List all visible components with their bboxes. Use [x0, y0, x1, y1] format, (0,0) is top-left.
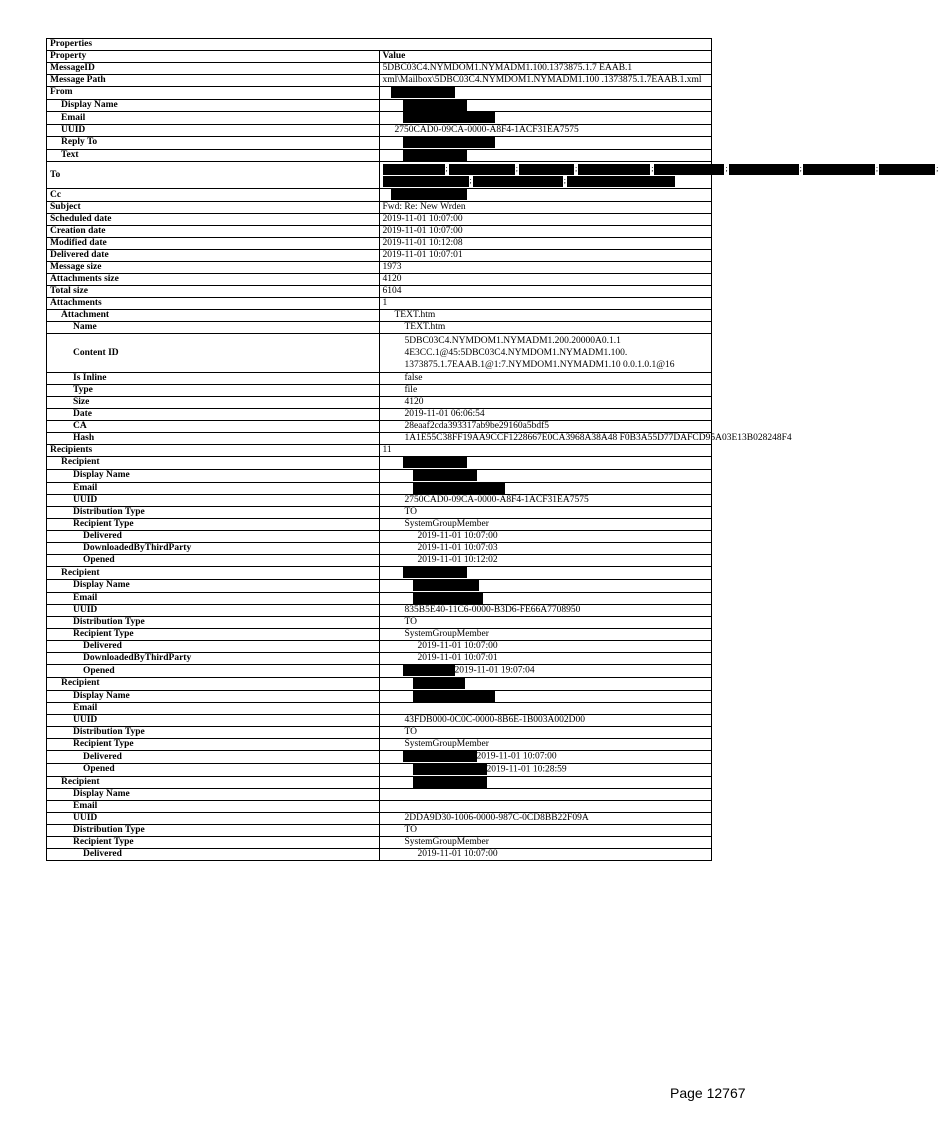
header-value: Value	[379, 51, 712, 63]
table-row	[47, 653, 712, 665]
property-label: Recipient Type	[47, 519, 380, 531]
value-text: 1A1E55C38FF19AA9CCF1228667E0CA3968A38A48 F0B3A55D77DAFCD95A03E13B028248F4	[404, 433, 792, 444]
property-value	[379, 543, 712, 555]
property-label: Type	[47, 385, 380, 397]
table-row	[47, 87, 712, 100]
table-row	[47, 469, 712, 482]
property-label: To	[47, 162, 380, 189]
property-value	[379, 849, 712, 861]
table-title: Properties	[47, 39, 712, 51]
table-row	[47, 543, 712, 555]
table-row	[47, 617, 712, 629]
property-value	[379, 751, 712, 764]
property-value	[379, 250, 712, 262]
value-text: 2019-11-01 10:07:01	[382, 250, 463, 261]
property-label: Email	[47, 482, 380, 495]
value-text: 2019-11-01 10:07:00	[382, 226, 463, 237]
property-label: Recipient Type	[47, 629, 380, 641]
value-text: 4120	[382, 274, 402, 285]
property-label: Recipient	[47, 677, 380, 690]
property-value	[379, 189, 712, 202]
table-row	[47, 262, 712, 274]
property-label: DownloadedByThirdParty	[47, 543, 380, 555]
value-line: 5DBC03C4.NYMDOM1.NYMADM1.200.20000A0.1.1	[404, 336, 621, 347]
property-value	[379, 653, 712, 665]
property-value	[379, 592, 712, 605]
property-value	[379, 801, 712, 813]
value-text: false	[404, 373, 423, 384]
property-label: Text	[47, 149, 380, 162]
recipient-separator: ;	[515, 164, 518, 174]
redaction-block	[403, 457, 467, 468]
table-row	[47, 776, 712, 789]
value-text: 2019-11-01 10:07:00	[417, 849, 498, 860]
value-text: 2750CAD0-09CA-0000-A8F4-1ACF31EA7575	[394, 125, 579, 136]
properties-sheet	[46, 38, 939, 861]
table-row	[47, 629, 712, 641]
property-label: Content ID	[47, 334, 380, 373]
value-text: 2019-11-01 10:12:02	[417, 555, 498, 566]
property-value	[379, 274, 712, 286]
value-text: SystemGroupMember	[404, 739, 489, 750]
property-value	[379, 137, 712, 150]
table-row	[47, 641, 712, 653]
table-row	[47, 149, 712, 162]
property-label: Recipient Type	[47, 837, 380, 849]
recipient-separator: ;	[875, 164, 879, 174]
property-value	[379, 469, 712, 482]
table-row	[47, 813, 712, 825]
property-value	[379, 87, 712, 100]
table-title-row	[47, 39, 712, 51]
property-value	[379, 665, 712, 678]
table-row	[47, 334, 712, 373]
property-label: UUID	[47, 125, 380, 137]
value-text: 2019-11-01 10:07:01	[417, 653, 498, 664]
table-row	[47, 837, 712, 849]
property-value	[379, 421, 712, 433]
property-value	[379, 629, 712, 641]
property-label: Recipient Type	[47, 739, 380, 751]
redaction-block	[403, 665, 455, 676]
property-label: Email	[47, 112, 380, 125]
property-value	[379, 373, 712, 385]
property-value	[379, 776, 712, 789]
property-value	[379, 764, 712, 777]
table-row	[47, 849, 712, 861]
property-label: Creation date	[47, 226, 380, 238]
value-text: Fwd: Re: New Wrden	[382, 202, 466, 213]
table-row	[47, 409, 712, 421]
property-value	[379, 715, 712, 727]
table-row	[47, 63, 712, 75]
property-value	[379, 322, 712, 334]
table-row	[47, 286, 712, 298]
value-text: 1973	[382, 262, 402, 273]
property-value	[379, 298, 712, 310]
table-row	[47, 322, 712, 334]
table-row	[47, 397, 712, 409]
recipient-separator: ;	[651, 164, 654, 174]
property-label: Attachment	[47, 310, 380, 322]
table-row	[47, 137, 712, 150]
property-label: Attachments	[47, 298, 380, 310]
property-label: Display Name	[47, 789, 380, 801]
property-value	[379, 690, 712, 703]
property-label: Delivered date	[47, 250, 380, 262]
property-value	[379, 99, 712, 112]
table-row	[47, 690, 712, 703]
property-value	[379, 579, 712, 592]
table-row	[47, 202, 712, 214]
value-text: 4120	[404, 397, 424, 408]
table-row	[47, 801, 712, 813]
redaction-block	[391, 87, 455, 98]
property-value	[379, 567, 712, 580]
property-value	[379, 310, 712, 322]
property-label: Total size	[47, 286, 380, 298]
property-label: Recipient	[47, 776, 380, 789]
value-text: 2019-11-01 19:07:04	[454, 665, 535, 676]
table-row	[47, 482, 712, 495]
value-text: TEXT.htm	[394, 310, 436, 321]
properties-table	[46, 38, 939, 861]
property-value	[379, 125, 712, 137]
property-label: Cc	[47, 189, 380, 202]
property-label: CA	[47, 421, 380, 433]
value-line: 4E3CC.1@45:5DBC03C4.NYMDOM1.NYMADM1.100.	[404, 348, 628, 359]
table-row	[47, 250, 712, 262]
table-row	[47, 99, 712, 112]
property-label: Size	[47, 397, 380, 409]
table-row	[47, 238, 712, 250]
redaction-block	[803, 164, 875, 175]
table-row	[47, 421, 712, 433]
table-row	[47, 764, 712, 777]
redaction-block	[403, 150, 467, 161]
redaction-block	[654, 164, 724, 175]
property-value	[379, 433, 792, 445]
value-text: TO	[404, 617, 417, 628]
property-value	[379, 605, 712, 617]
value-text: 2019-11-01 10:07:00	[476, 752, 557, 762]
table-header-row	[47, 51, 712, 63]
value-text: TEXT.htm	[404, 322, 446, 333]
table-row	[47, 579, 712, 592]
value-text: 2019-11-01 10:28:59	[486, 764, 567, 775]
property-label: Opened	[47, 555, 380, 567]
value-text: SystemGroupMember	[404, 629, 489, 640]
property-value	[379, 214, 712, 226]
header-property: Property	[47, 51, 380, 63]
recipient-separator: ;	[469, 176, 472, 186]
property-label: Attachments size	[47, 274, 380, 286]
table-row	[47, 507, 712, 519]
property-label: Message size	[47, 262, 380, 274]
value-text: file	[404, 385, 418, 396]
property-label: MessageID	[47, 63, 380, 75]
table-row	[47, 274, 712, 286]
value-text: TO	[404, 825, 417, 836]
recipient-separator: ;	[936, 164, 939, 174]
recipient-separator: ;	[445, 164, 448, 174]
property-label: Reply To	[47, 137, 380, 150]
redaction-block	[879, 164, 935, 175]
property-label: Delivered	[47, 849, 380, 861]
property-label: Hash	[47, 433, 380, 445]
property-value	[379, 334, 712, 373]
property-value	[379, 162, 939, 189]
property-value	[379, 112, 712, 125]
redaction-block	[413, 593, 483, 604]
property-label: Delivered	[47, 751, 380, 764]
property-value	[379, 703, 712, 715]
property-label: Is Inline	[47, 373, 380, 385]
page-number: Page 12767	[670, 1085, 746, 1101]
property-label: Date	[47, 409, 380, 421]
table-row	[47, 162, 712, 189]
property-value	[379, 641, 712, 653]
table-row	[47, 226, 712, 238]
value-text: SystemGroupMember	[404, 519, 489, 530]
table-row	[47, 310, 712, 322]
property-value	[379, 286, 712, 298]
property-value	[379, 495, 712, 507]
property-label: UUID	[47, 813, 380, 825]
property-value	[379, 507, 712, 519]
value-text: 6104	[382, 286, 402, 297]
table-row	[47, 125, 712, 137]
redaction-block	[391, 189, 467, 200]
redaction-block	[578, 164, 650, 175]
property-value	[379, 262, 712, 274]
table-row	[47, 214, 712, 226]
property-value	[379, 202, 712, 214]
property-value	[379, 677, 712, 690]
property-label: Email	[47, 592, 380, 605]
value-text: 2019-11-01 10:12:08	[382, 238, 463, 249]
property-value	[379, 555, 712, 567]
property-label: Distribution Type	[47, 825, 380, 837]
property-label: DownloadedByThirdParty	[47, 653, 380, 665]
table-row	[47, 189, 712, 202]
redaction-block	[729, 164, 799, 175]
table-row	[47, 665, 712, 678]
property-value	[379, 238, 712, 250]
table-row	[47, 433, 712, 445]
table-row	[47, 567, 712, 580]
redaction-block	[413, 764, 487, 775]
value-text: 835B5E40-11C6-0000-B3D6-FE66A7708950	[404, 605, 581, 616]
property-label: Delivered	[47, 641, 380, 653]
value-text: 2019-11-01 10:07:00	[417, 641, 498, 652]
redaction-block	[413, 678, 465, 689]
property-label: Distribution Type	[47, 507, 380, 519]
property-label: Display Name	[47, 469, 380, 482]
value-text: 11	[382, 445, 392, 456]
property-label: Subject	[47, 202, 380, 214]
redaction-block	[413, 777, 487, 788]
table-row	[47, 457, 712, 470]
property-value	[379, 789, 712, 801]
property-value	[379, 837, 712, 849]
property-label: Opened	[47, 764, 380, 777]
property-label: Recipient	[47, 457, 380, 470]
redaction-block	[383, 176, 469, 187]
value-line: 1373875.1.7EAAB.1@1:7.NYMDOM1.NYMADM1.10 0.0.1.0.1@16	[404, 360, 675, 371]
property-label: Distribution Type	[47, 617, 380, 629]
table-row	[47, 445, 712, 457]
redaction-block	[413, 483, 505, 494]
table-row	[47, 715, 712, 727]
redaction-block	[403, 567, 467, 578]
value-text: 2019-11-01 10:07:03	[417, 543, 498, 554]
redaction-block	[449, 164, 515, 175]
redaction-block	[413, 580, 479, 591]
property-value	[379, 727, 712, 739]
property-value	[379, 825, 712, 837]
value-text: 2019-11-01 10:07:00	[382, 214, 463, 225]
property-value	[379, 397, 712, 409]
table-row	[47, 703, 712, 715]
table-row	[47, 592, 712, 605]
table-row	[47, 739, 712, 751]
table-row	[47, 495, 712, 507]
value-text: 2750CAD0-09CA-0000-A8F4-1ACF31EA7575	[404, 495, 589, 506]
property-value	[379, 482, 712, 495]
table-row	[47, 385, 712, 397]
value-text: 2DDA9D30-1006-0000-987C-0CD8BB22F09A	[404, 813, 589, 824]
table-row	[47, 605, 712, 617]
property-label: Email	[47, 801, 380, 813]
property-label: Opened	[47, 665, 380, 678]
value-text: 2019-11-01 06:06:54	[404, 409, 485, 420]
value-text: TO	[404, 727, 417, 738]
redaction-block	[413, 470, 477, 481]
property-label: Display Name	[47, 690, 380, 703]
value-text: SystemGroupMember	[404, 837, 489, 848]
property-value	[379, 519, 712, 531]
value-text: TO	[404, 507, 417, 518]
table-row	[47, 298, 712, 310]
property-label: From	[47, 87, 380, 100]
redaction-block	[403, 137, 495, 148]
redaction-block	[413, 691, 495, 702]
property-label: UUID	[47, 605, 380, 617]
property-value	[379, 75, 712, 87]
value-text: 1	[382, 298, 388, 309]
redaction-block	[403, 751, 477, 762]
property-value	[379, 385, 712, 397]
value-text: 5DBC03C4.NYMDOM1.NYMADM1.100.1373875.1.7 EAAB.1	[382, 63, 633, 73]
property-label: Name	[47, 322, 380, 334]
redaction-block	[567, 176, 675, 187]
table-row	[47, 531, 712, 543]
property-value	[379, 445, 712, 457]
table-row	[47, 555, 712, 567]
property-value	[379, 617, 712, 629]
property-label: Modified date	[47, 238, 380, 250]
table-row	[47, 75, 712, 87]
property-label: Recipient	[47, 567, 380, 580]
property-value	[379, 409, 712, 421]
redaction-block	[403, 112, 495, 123]
property-label: Message Path	[47, 75, 380, 87]
property-label: Display Name	[47, 579, 380, 592]
redaction-block	[383, 164, 445, 175]
value-text: 28eaaf2cda393317ab9be29160a5bdf5	[404, 421, 550, 432]
recipient-separator: ;	[725, 164, 728, 174]
property-label: Recipients	[47, 445, 380, 457]
value-text: 43FDB000-0C0C-0000-8B6E-1B003A002D00	[404, 715, 586, 726]
table-row	[47, 727, 712, 739]
property-label: Display Name	[47, 99, 380, 112]
recipient-separator: ;	[563, 176, 566, 186]
property-value	[379, 457, 712, 470]
property-value	[379, 813, 712, 825]
property-label: Delivered	[47, 531, 380, 543]
property-value	[379, 149, 712, 162]
property-label: Email	[47, 703, 380, 715]
property-label: Distribution Type	[47, 727, 380, 739]
property-label: UUID	[47, 715, 380, 727]
value-text: 2019-11-01 10:07:00	[417, 531, 498, 542]
table-row	[47, 789, 712, 801]
table-row	[47, 112, 712, 125]
value-text: xml\Mailbox\5DBC03C4.NYMDOM1.NYMADM1.100 .1373875.1.7EAAB.1.xml	[382, 75, 702, 85]
redaction-block	[403, 100, 467, 111]
recipient-separator: ;	[799, 164, 802, 174]
table-row	[47, 677, 712, 690]
table-row	[47, 751, 712, 764]
redaction-block	[473, 176, 563, 187]
property-value	[379, 226, 712, 238]
table-row	[47, 373, 712, 385]
redaction-block	[519, 164, 574, 175]
property-label: Scheduled date	[47, 214, 380, 226]
recipient-separator: ;	[574, 164, 578, 174]
property-value	[379, 739, 712, 751]
property-value	[379, 63, 712, 75]
table-row	[47, 825, 712, 837]
property-label: UUID	[47, 495, 380, 507]
property-value	[379, 531, 712, 543]
table-row	[47, 519, 712, 531]
